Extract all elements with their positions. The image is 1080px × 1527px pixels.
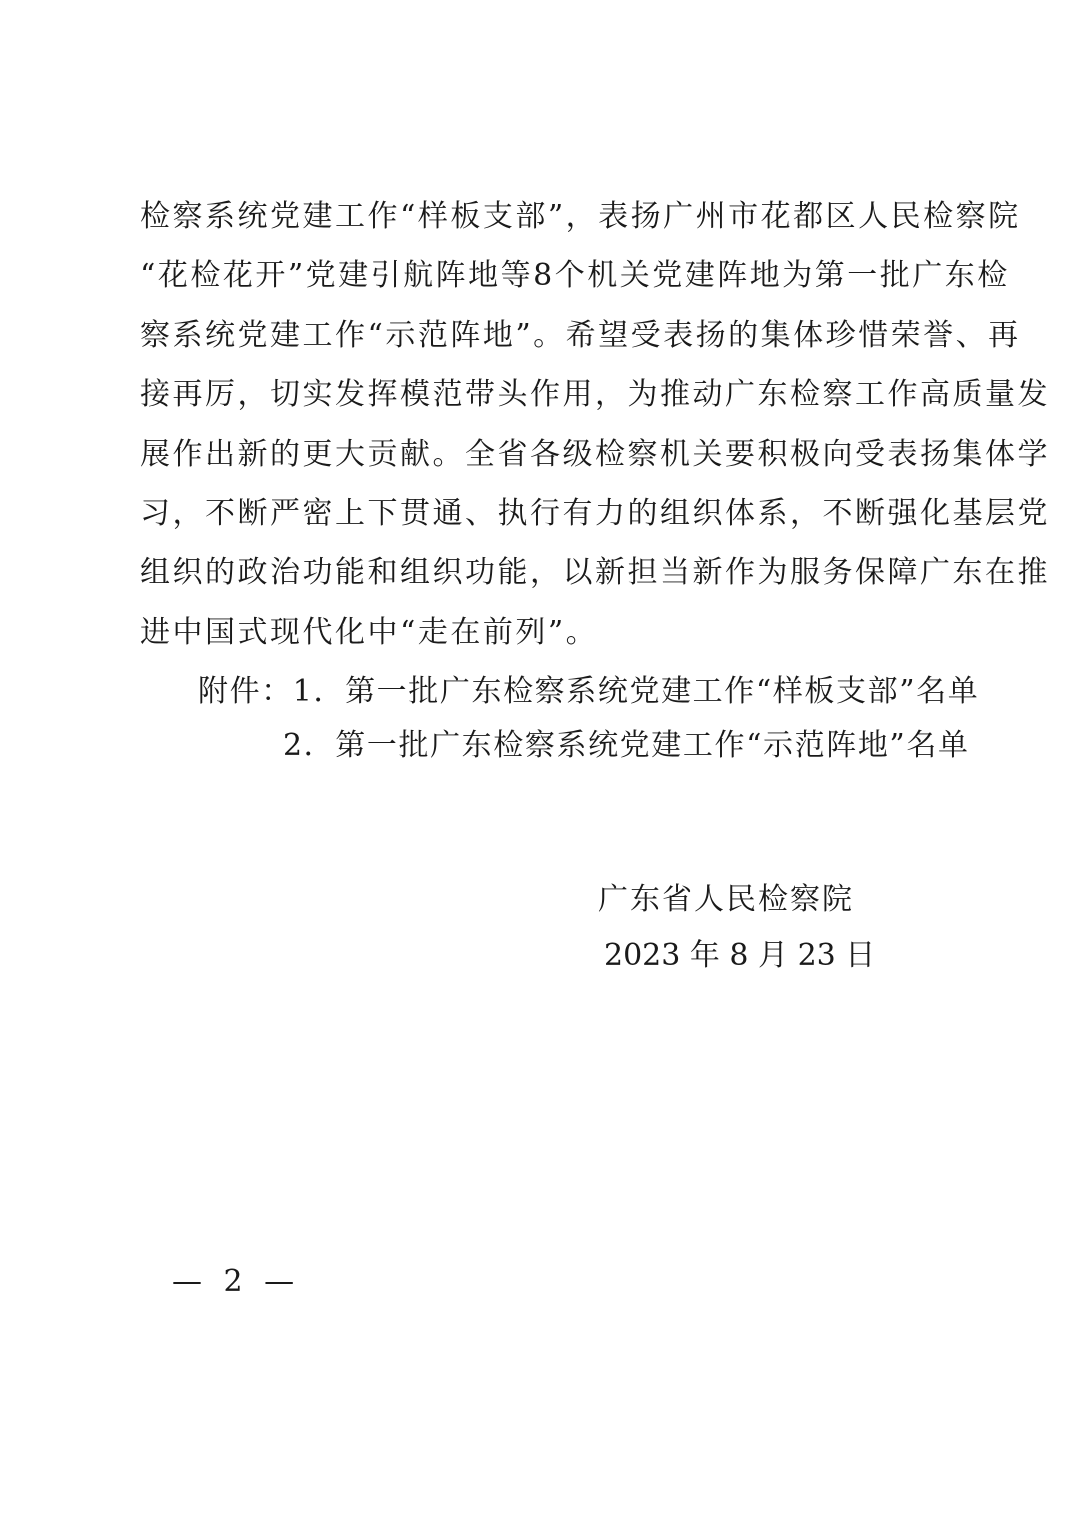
body-line: “花检花开”党建引航阵地等8个机关党建阵地为第一批广东检 bbox=[140, 258, 1010, 294]
page-number: — 2 — bbox=[172, 1264, 301, 1299]
body-line: 察系统党建工作“示范阵地”。希望受表扬的集体珍惜荣誉、再 bbox=[140, 317, 1021, 353]
signing-date: 2023 年 8 月 23 日 bbox=[604, 938, 876, 973]
signature-block bbox=[598, 872, 875, 984]
body-line: 检察系统党建工作“样板支部”，表扬广州市花都区人民检察院 bbox=[140, 199, 1021, 234]
attachments-list bbox=[198, 665, 979, 773]
attachment-item-1: 附件：1．第一批广东检察系统党建工作“样板支部”名单 bbox=[198, 674, 980, 709]
attachment-item-2: 2．第一批广东检察系统党建工作“示范阵地”名单 bbox=[283, 728, 970, 763]
signing-organization: 广东省人民检察院 bbox=[598, 882, 854, 917]
body-paragraph bbox=[140, 187, 1050, 662]
body-line: 接再厉，切实发挥模范带头作用，为推动广东检察工作高质量发 bbox=[140, 377, 1050, 413]
body-line: 展作出新的更大贡献。全省各级检察机关要积极向受表扬集体学 bbox=[140, 436, 1050, 472]
body-line: 进中国式现代化中“走在前列”。 bbox=[140, 614, 599, 650]
body-line: 组织的政治功能和组织功能，以新担当新作为服务保障广东在推 bbox=[140, 555, 1050, 591]
body-line: 习，不断严密上下贯通、执行有力的组织体系，不断强化基层党 bbox=[140, 496, 1050, 532]
